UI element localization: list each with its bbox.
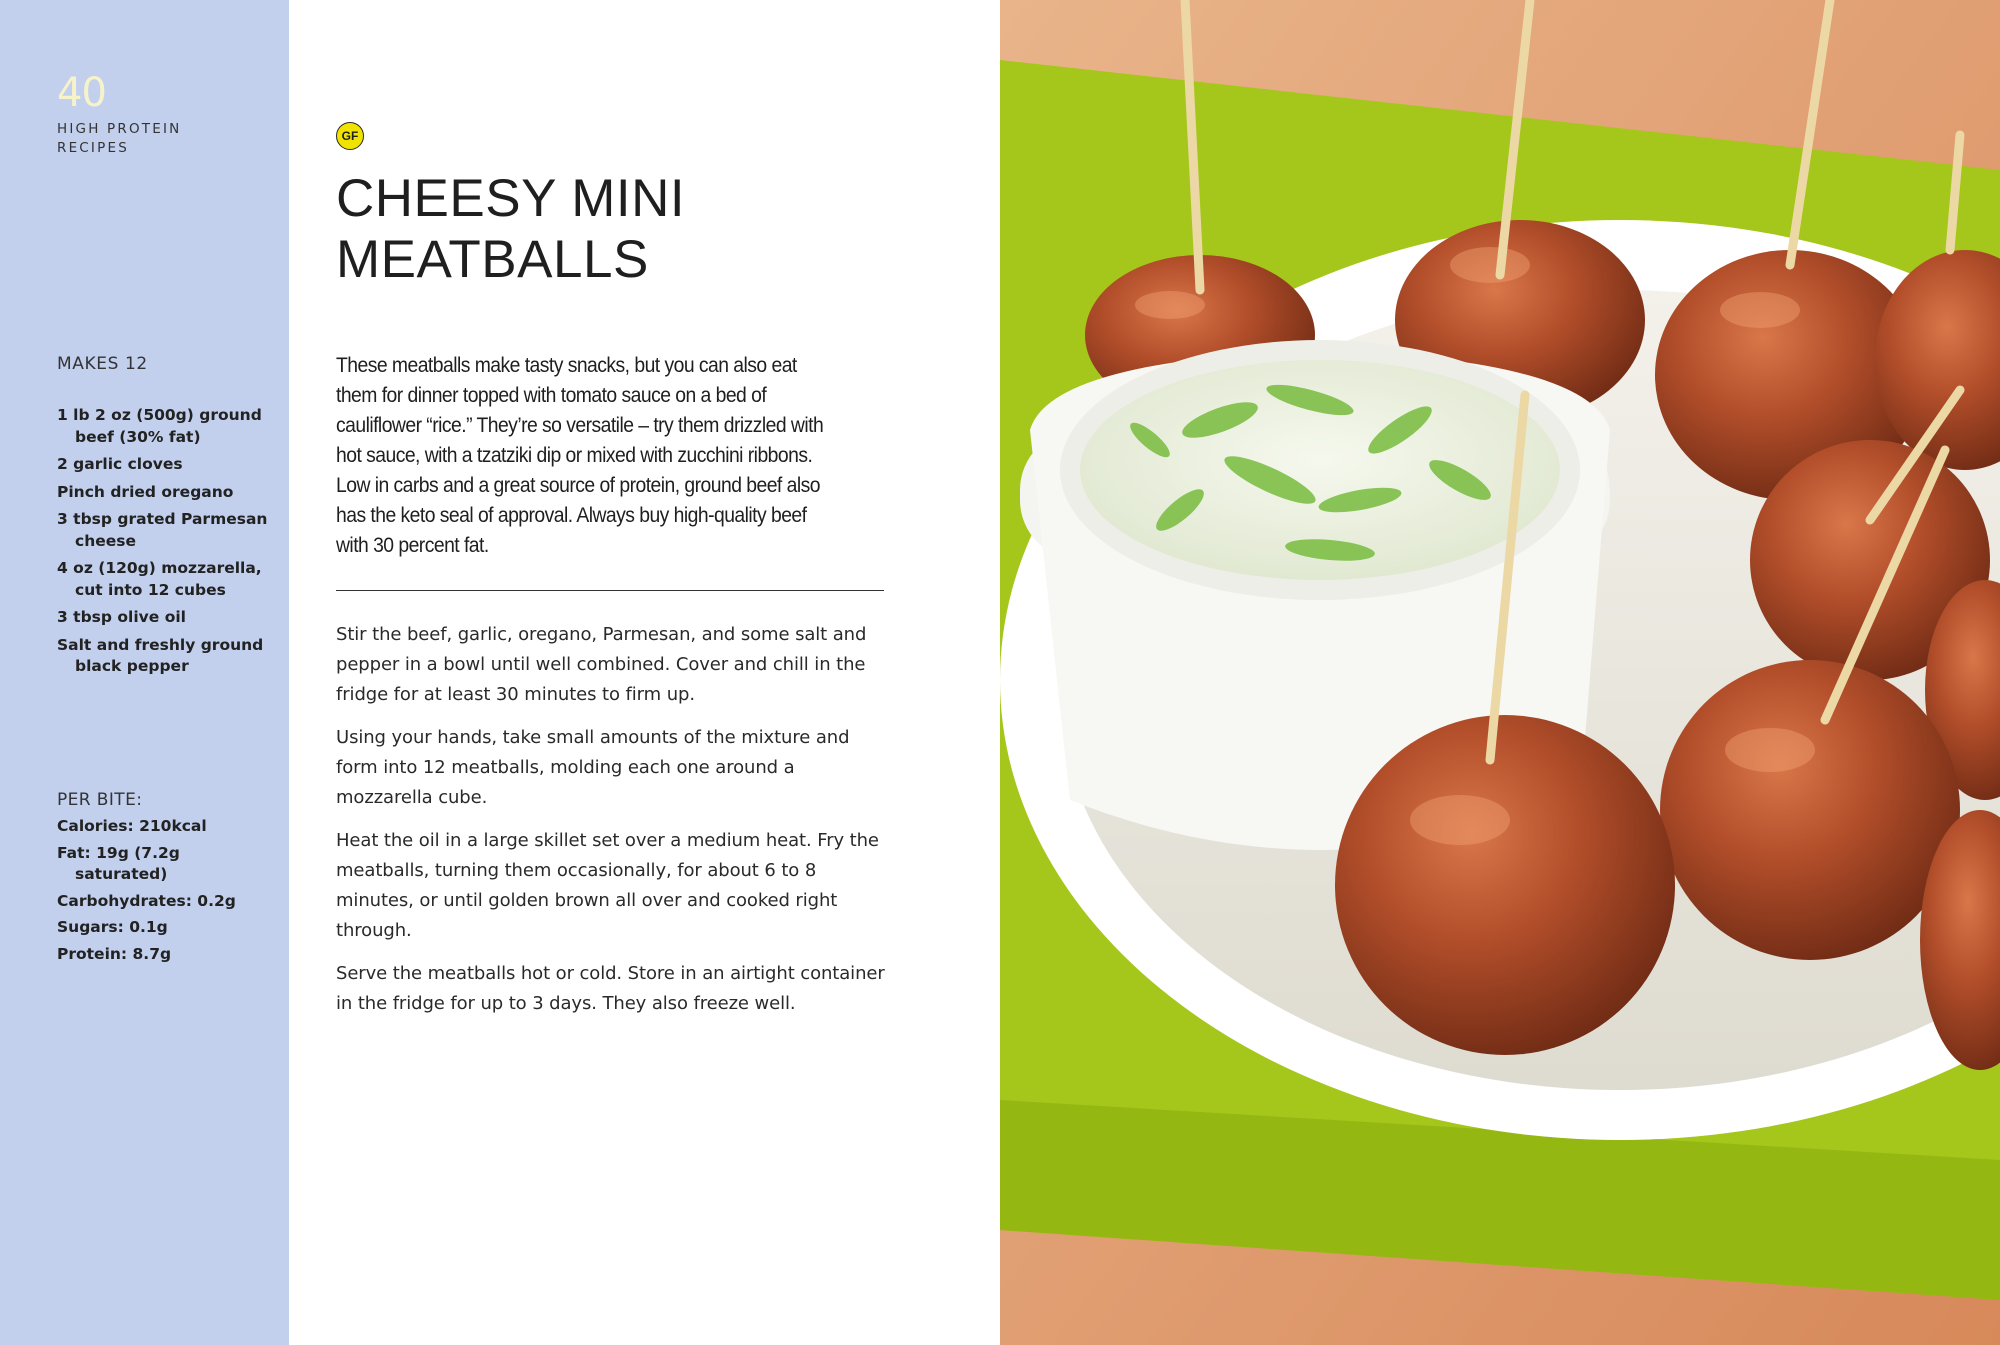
method-step: Serve the meatballs hot or cold. Store in an airtight container in the fridge for up to 3 days. They also freeze well. bbox=[336, 963, 885, 1014]
ingredient-item: 3 tbsp olive oil bbox=[57, 608, 186, 626]
ingredient-item: Salt and freshly ground black pepper bbox=[57, 635, 264, 675]
ingredient-item: 2 garlic cloves bbox=[57, 455, 183, 473]
series-title: HIGH PROTEIN RECIPES bbox=[57, 121, 182, 156]
page-number: 40 bbox=[57, 70, 106, 116]
gluten-free-badge: GF bbox=[336, 122, 364, 150]
method-step: Stir the beef, garlic, oregano, Parmesan, and some salt and pepper in a bowl until well combined. Cover and chill in the fridge for at least 30 minutes to firm up. bbox=[336, 624, 867, 705]
recipe-title: CHEESY MINI MEATBALLS bbox=[336, 169, 686, 289]
per-bite-label: PER BITE: bbox=[57, 790, 143, 810]
nutrition-item: Calories: 210kcal bbox=[57, 817, 207, 835]
ingredient-item: 1 lb 2 oz (500g) ground beef (30% fat) bbox=[57, 406, 262, 446]
method-steps bbox=[336, 620, 896, 1032]
ingredient-list bbox=[57, 405, 272, 684]
ingredient-item: 4 oz (120g) mozzarella, cut into 12 cubes bbox=[57, 559, 262, 599]
nutrition-item: Protein: 8.7g bbox=[57, 944, 172, 963]
nutrition-item: Fat: 19g (7.2g saturated) bbox=[57, 843, 180, 883]
recipe-intro: These meatballs make tasty snacks, but you can also eat them for dinner topped with tomato sauce on a bed of cauliflower “rice.” They’re so versatile – try them drizzled with hot sauce, with a tzatziki dip or mixed with zucchini ribbons. Low in carbs and a great source of protein, ground beef also has the keto seal of approval. Always buy high-quality beef with 30 percent fat. bbox=[336, 353, 824, 557]
method-step: Heat the oil in a large skillet set over a medium heat. Fry the meatballs, turning them occasionally, for about 6 to 8 minutes, or until golden brown all over and cooked right through. bbox=[336, 830, 879, 941]
sidebar bbox=[0, 0, 289, 1345]
divider bbox=[336, 590, 884, 591]
yield-label: MAKES 12 bbox=[57, 354, 148, 374]
meatballs-photo bbox=[1000, 0, 2000, 1345]
method-step: Using your hands, take small amounts of the mixture and form into 12 meatballs, molding each one around a mozzarella cube. bbox=[336, 727, 850, 808]
nutrition-item: Carbohydrates: 0.2g bbox=[57, 891, 236, 910]
nutrition-list bbox=[57, 816, 277, 970]
ingredient-item: 3 tbsp grated Parmesan cheese bbox=[57, 510, 268, 550]
ingredient-item: Pinch dried oregano bbox=[57, 482, 234, 501]
nutrition-item: Sugars: 0.1g bbox=[57, 918, 168, 936]
